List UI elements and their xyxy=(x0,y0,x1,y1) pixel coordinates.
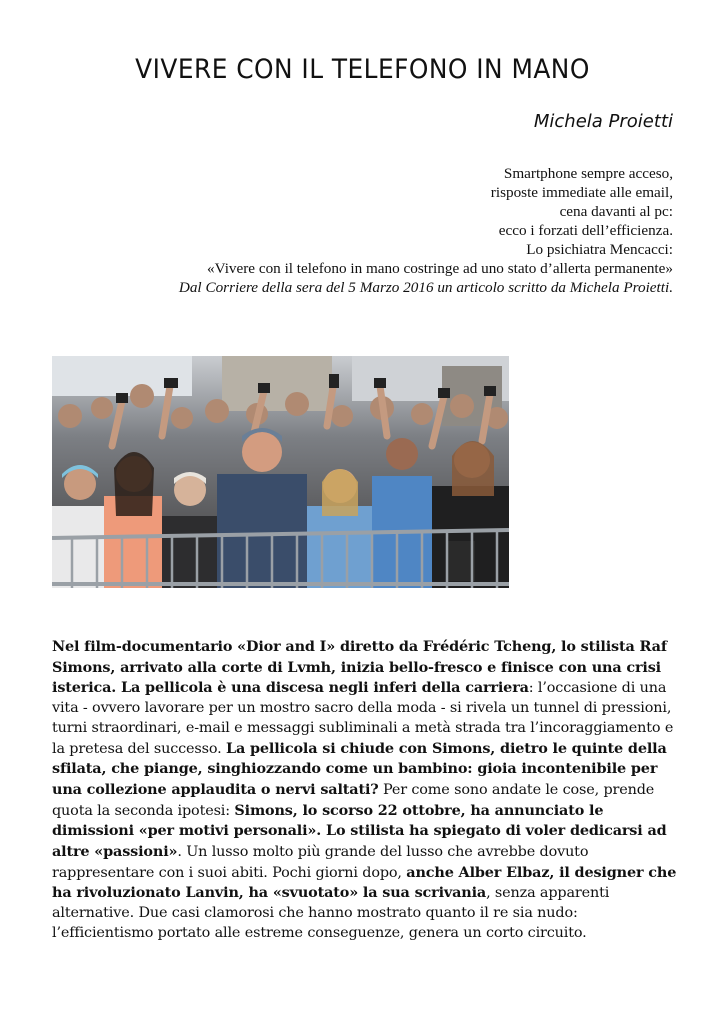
article-text: . Un lusso molto più grande del lusso che avrebbe dovuto rappresentare con i suoi abiti. Pochi giorni dopo, xyxy=(52,844,589,881)
abstract-line: cena davanti al pc: xyxy=(559,203,673,220)
article-text-bold: Nel film-documentario «Dior and I» diretto da Frédéric Tcheng, lo stilista Raf Simons, arrivato alla corte di Lvmh, inizia bello-fresco e finisce con una crisi isterica. La pellicola è una discesa negli inferi della carriera xyxy=(52,638,667,697)
abstract-line: Smartphone sempre acceso, xyxy=(503,165,673,182)
crowd-photo xyxy=(52,356,509,588)
article-body xyxy=(52,637,677,944)
abstract-line: ecco i forzati dell’efficienza. xyxy=(498,222,673,239)
article-text-bold: Simons, lo scorso 22 ottobre, ha annunciato le dimissioni «per motivi personali». Lo stilista ha spiegato di voler dedicarsi ad altre «passioni» xyxy=(52,801,667,861)
abstract-block xyxy=(53,164,673,297)
abstract-quote: «Vivere con il telefono in mano costringe ad uno stato d’allerta permanente» xyxy=(207,260,673,277)
article-text: , senza apparenti alternative. Due casi clamorosi che hanno mostrato quanto il re sia nudo: l’efficientismo portato alle estreme conseguenze, genera un corto circuito. xyxy=(52,885,610,941)
article-source: Dal Corriere della sera del 5 Marzo 2016 un articolo scritto da Michela Proietti. xyxy=(178,279,673,296)
abstract-line: Lo psichiatra Mencacci: xyxy=(526,241,673,258)
abstract-line: risposte immediate alle email, xyxy=(490,184,673,201)
article-text-bold: anche Alber Elbaz, il designer che ha rivoluzionato Lanvin, ha «svuotato» la sua scrivania xyxy=(52,863,677,902)
document-title: VIVERE CON IL TELEFONO IN MANO xyxy=(135,54,590,85)
article-text: Per come sono andate le cose, prende quota la seconda ipotesi: xyxy=(52,781,655,819)
article-text-bold: La pellicola si chiude con Simons, dietro le quinte della sfilata, che piange, singhiozzando come un bambino: gioia incontenibile per una collezione applaudita o nervi saltati? xyxy=(52,739,667,798)
article-text: : l’occasione di una vita - ovvero lavorare per un mostro sacro della moda - si rivela un tunnel di pressioni, turni straordinari, e-mail e messaggi subliminali a metà strada tra l’incoraggiamento e la pretesa del successo. xyxy=(52,680,674,757)
author-name: Michela Proietti xyxy=(533,111,673,132)
